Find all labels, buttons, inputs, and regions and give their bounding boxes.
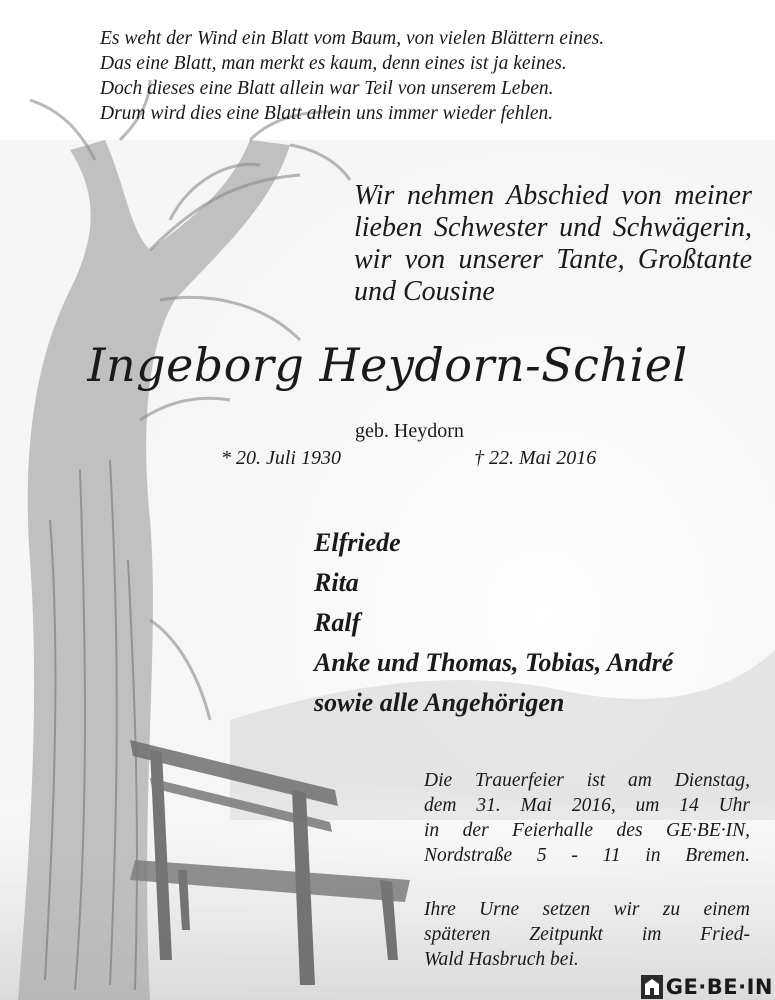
mourner: Anke und Thomas, Tobias, André	[314, 648, 674, 677]
urn-line: Ihre Urne setzen wir zu einem	[424, 899, 750, 920]
birth-date: * 20. Juli 1930	[221, 447, 341, 469]
funeral-line: in der Feierhalle des GE·BE·IN,	[424, 820, 750, 841]
funeral-line: dem 31. Mai 2016, um 14 Uhr	[424, 795, 750, 816]
urn-notice	[424, 897, 750, 972]
funeral-line: Die Trauerfeier ist am Dienstag,	[424, 770, 750, 791]
poem-line: Drum wird dies eine Blatt allein uns immer wieder fehlen.	[100, 103, 554, 124]
farewell-intro: Wir nehmen Abschied von meiner lieben Schwester und Schwägerin, wir von unserer Tante, Großtante und Cousine	[354, 180, 752, 307]
building-icon	[641, 975, 663, 999]
urn-line: Wald Hasbruch bei.	[424, 949, 579, 970]
death-date: † 22. Mai 2016	[474, 447, 597, 469]
deceased-name: Ingeborg Heydorn-Schiel	[87, 338, 688, 392]
poem-line: Es weht der Wind ein Blatt vom Baum, von vielen Blättern eines.	[100, 28, 605, 49]
mourner: Rita	[314, 568, 359, 597]
mourners-list	[314, 523, 673, 723]
logo-text: GE·BE·IN	[665, 975, 773, 999]
mourner: sowie alle Angehörigen	[314, 688, 565, 717]
gebein-logo	[641, 974, 773, 1000]
poem-line: Das eine Blatt, man merkt es kaum, denn eines ist ja keines.	[100, 53, 567, 74]
poem-line: Doch dieses eine Blatt allein war Teil von unserem Leben.	[100, 78, 554, 99]
mourner: Ralf	[314, 608, 361, 637]
urn-line: späteren Zeitpunkt im Fried-	[424, 924, 750, 945]
birth-name: geb. Heydorn	[355, 420, 464, 442]
poem	[100, 26, 760, 126]
funeral-line: Nordstraße 5 - 11 in Bremen.	[424, 845, 750, 866]
funeral-notice	[424, 768, 750, 868]
mourner: Elfriede	[314, 528, 401, 557]
